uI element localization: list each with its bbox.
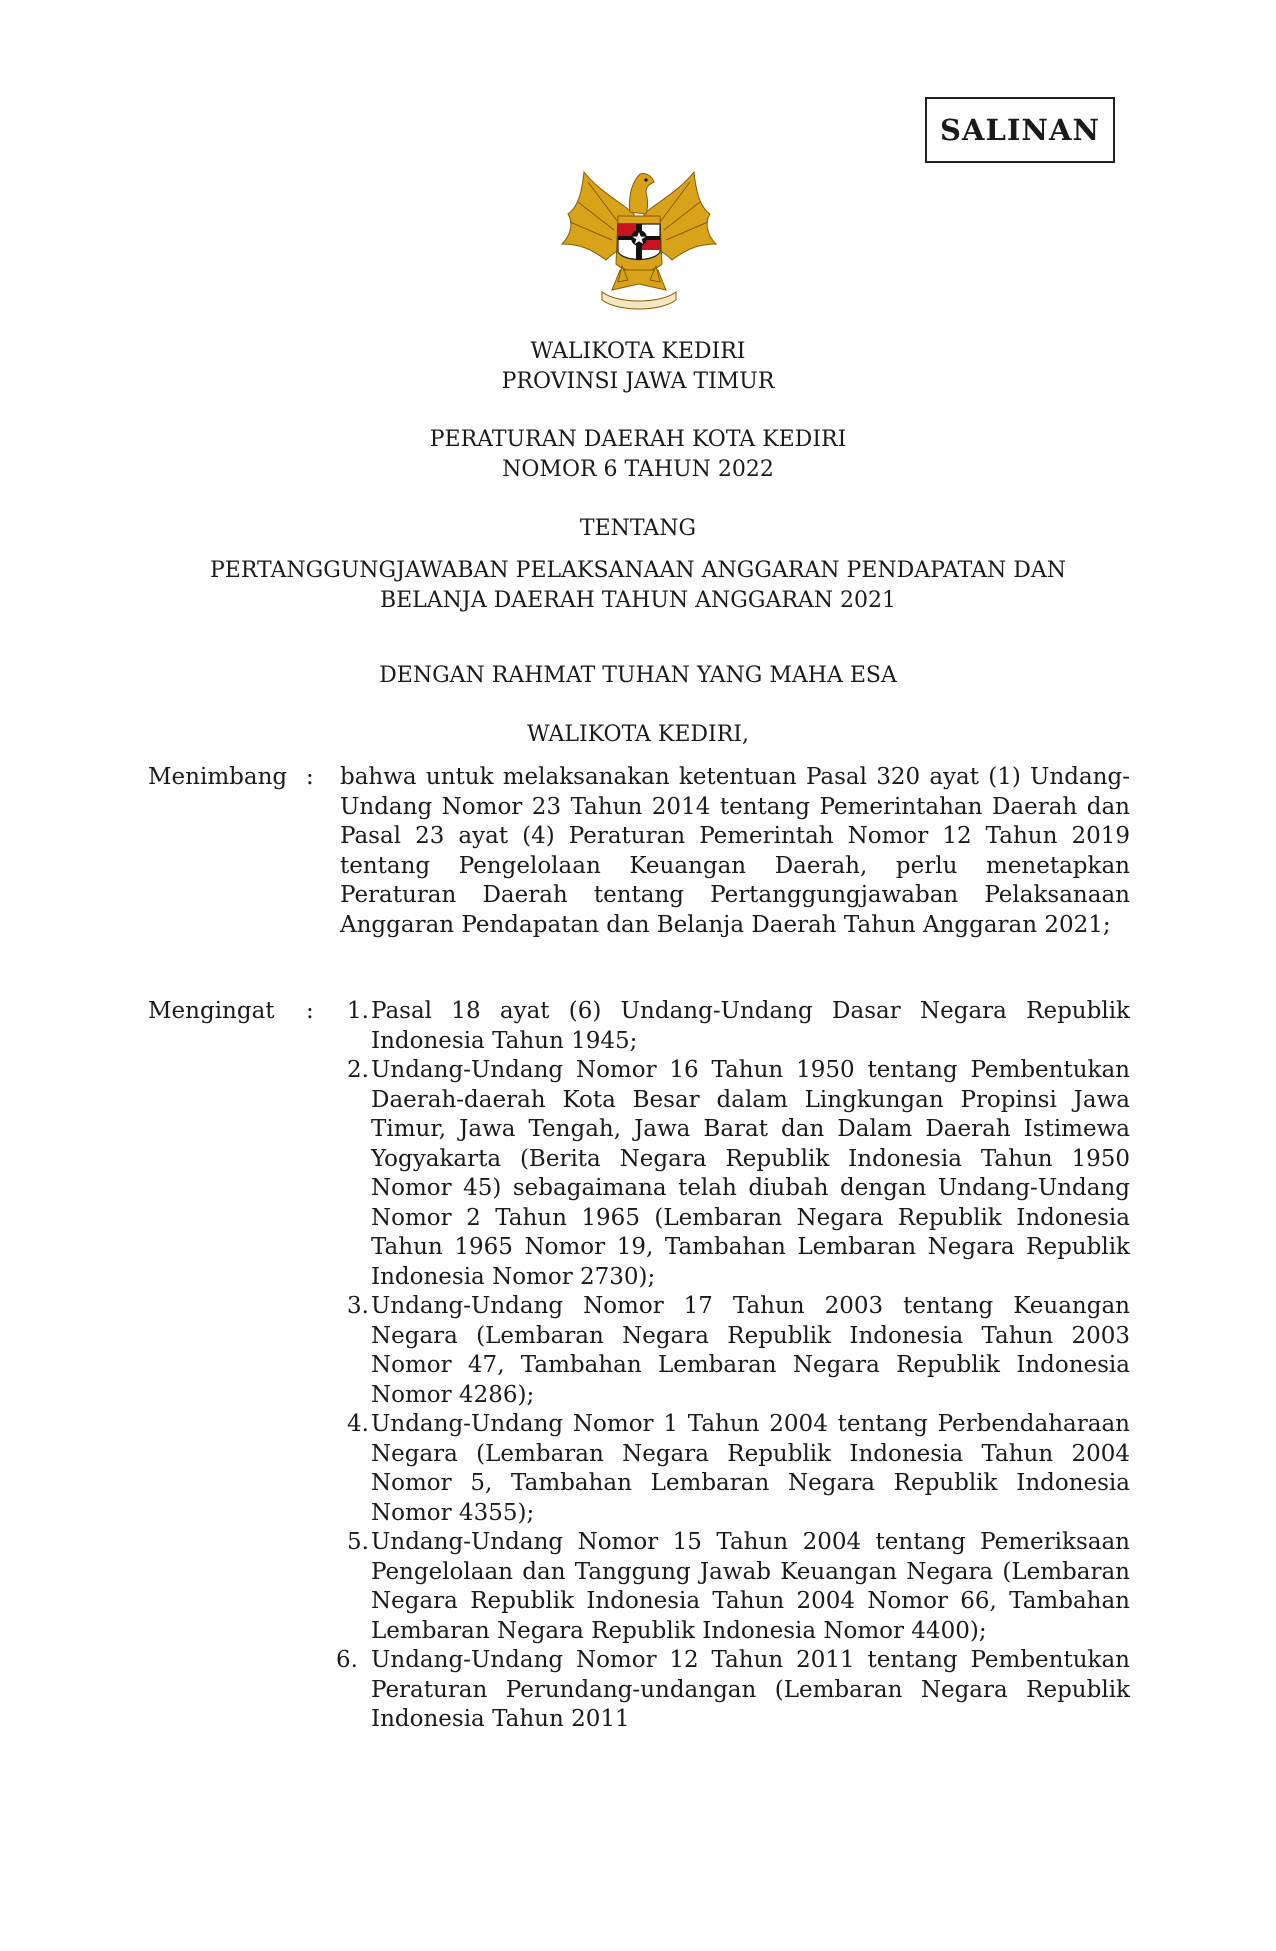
regulation-line-1: PERATURAN DAERAH KOTA KEDIRI [429,427,847,452]
regulation-line-2: NOMOR 6 TAHUN 2022 [502,457,774,482]
list-item-text: Undang-Undang Nomor 12 Tahun 2011 tentang Pembentukan Peraturan Perundang-undangan (Lembaran Negara Republik Indonesia Tahun 2011 [371,1647,1130,1732]
rahmat-text: DENGAN RAHMAT TUHAN YANG MAHA ESA [379,663,897,688]
title-line-2: BELANJA DAERAH TAHUN ANGGARAN 2021 [379,588,897,613]
list-item-text: Pasal 18 ayat (6) Undang-Undang Dasar Negara Republik Indonesia Tahun 1945; [371,998,1130,1054]
list-item-number: 6. [336,1647,358,1673]
list-item-number: 3. [347,1293,369,1319]
list-item-number: 2. [347,1057,369,1083]
salinan-stamp: SALINAN [925,97,1115,163]
issuer-line-1: WALIKOTA KEDIRI [530,339,746,364]
menimbang-label: Menimbang [148,764,288,790]
mengingat-colon: : [306,998,314,1024]
walikota-text: WALIKOTA KEDIRI, [526,722,749,747]
issuer-line-2: PROVINSI JAWA TIMUR [501,369,775,394]
list-item [326,1528,1130,1646]
list-item [326,1410,1130,1528]
list-item-text: Undang-Undang Nomor 1 Tahun 2004 tentang Perbendaharaan Negara (Lembaran Negara Republik Indonesia Tahun 2004 Nomor 5, Tambahan Lembaran Negara Republik Indonesia Nomor 4355); [371,1411,1130,1526]
list-item [326,1646,1130,1735]
title-line-1: PERTANGGUNGJAWABAN PELAKSANAAN ANGGARAN PENDAPATAN DAN [209,558,1067,583]
list-item [326,1056,1130,1292]
tentang-text: TENTANG [579,516,697,541]
mengingat-label: Mengingat [148,998,275,1024]
list-item-number: 5. [347,1529,369,1555]
mengingat-list [326,997,1130,1735]
list-item-text: Undang-Undang Nomor 15 Tahun 2004 tentang Pemeriksaan Pengelolaan dan Tanggung Jawab Keuangan Negara (Lembaran Negara Republik Indonesia Tahun 2004 Nomor 66, Tambahan Lembaran Negara Republik Indonesia Nomor 4400); [371,1529,1130,1644]
list-item [326,997,1130,1056]
list-item [326,1292,1130,1410]
list-item-text: Undang-Undang Nomor 17 Tahun 2003 tentang Keuangan Negara (Lembaran Negara Republik Indonesia Tahun 2003 Nomor 47, Tambahan Lembaran Negara Republik Indonesia Nomor 4286); [371,1293,1130,1408]
rahmat-heading [0,661,1276,691]
garuda-pancasila-emblem-icon [548,152,730,314]
walikota-heading [0,720,1276,750]
regulation-title [0,556,1276,616]
menimbang-colon: : [306,764,314,790]
tentang-heading [0,514,1276,544]
issuer-heading [0,337,1276,397]
list-item-text: Undang-Undang Nomor 16 Tahun 1950 tentang Pembentukan Daerah-daerah Kota Besar dalam Lingkungan Propinsi Jawa Timur, Jawa Tengah, Jawa Barat dan Dalam Daerah Istimewa Yogyakarta (Berita Negara Republik Indonesia Tahun 1950 Nomor 45) sebagaimana telah diubah dengan Undang-Undang Nomor 2 Tahun 1965 (Lembaran Negara Republik Indonesia Tahun 1965 Nomor 19, Tambahan Lembaran Negara Republik Indonesia Nomor 2730); [371,1057,1130,1290]
menimbang-text: bahwa untuk melaksanakan ketentuan Pasal 320 ayat (1) Undang-Undang Nomor 23 Tahun 2014 tentang Pemerintahan Daerah dan Pasal 23 ayat (4) Peraturan Pemerintah Nomor 12 Tahun 2019 tentang Pengelolaan Keuangan Daerah, perlu menetapkan Peraturan Daerah tentang Pertanggungjawaban Pelaksanaan Anggaran Pendapatan dan Belanja Daerah Tahun Anggaran 2021; [340,764,1130,938]
list-item-number: 1. [347,998,369,1024]
regulation-number-heading [0,425,1276,485]
list-item-number: 4. [347,1411,369,1437]
